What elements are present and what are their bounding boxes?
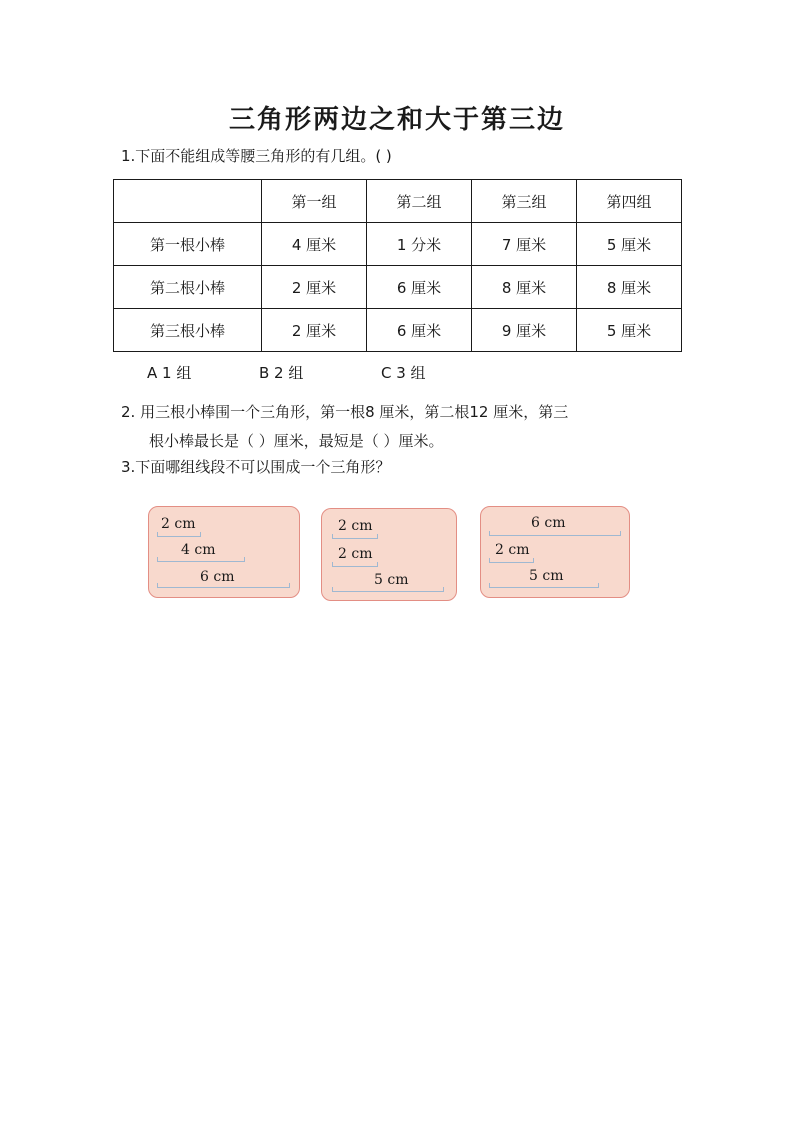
line-segment (158, 561, 244, 562)
line-segment (490, 562, 533, 563)
table-cell: 8 厘米 (472, 266, 577, 309)
table-cell: 9 厘米 (472, 309, 577, 352)
segment-label: 5 cm (529, 568, 564, 584)
segment-label: 6 cm (200, 569, 235, 585)
table-row (114, 223, 682, 266)
table-header-cell (114, 180, 262, 223)
table-cell: 1 分米 (367, 223, 472, 266)
segment-label: 2 cm (495, 542, 530, 558)
table-cell: 5 厘米 (577, 223, 682, 266)
option-b[interactable]: B 2 组 (259, 364, 304, 382)
segment-label: 2 cm (161, 516, 196, 532)
segment-label: 6 cm (531, 515, 566, 531)
question-3-text: 3.下面哪组线段不可以围成一个三角形？ (121, 458, 391, 476)
segment-group-2[interactable] (321, 508, 457, 601)
question-1-table (113, 179, 682, 352)
line-segment (490, 535, 620, 536)
table-row-label: 第一根小棒 (114, 223, 262, 266)
line-segment (490, 587, 598, 588)
page-title: 三角形两边之和大于第三边 (228, 105, 565, 135)
table-cell: 2 厘米 (262, 266, 367, 309)
table-cell: 4 厘米 (262, 223, 367, 266)
table-cell: 5 厘米 (577, 309, 682, 352)
line-segment (333, 566, 377, 567)
question-1-text: 1.下面不能组成等腰三角形的有几组。( ) (121, 147, 392, 165)
table-header-row (114, 180, 682, 223)
segment-group-3[interactable] (480, 506, 630, 598)
segment-label: 4 cm (181, 542, 216, 558)
table-header-cell: 第二组 (367, 180, 472, 223)
table-header-cell: 第四组 (577, 180, 682, 223)
segment-label: 2 cm (338, 518, 373, 534)
line-segment (158, 587, 289, 588)
question-2-line-2: 根小棒最长是（ ）厘米，最短是（ ）厘米。 (149, 432, 444, 450)
table-cell: 6 厘米 (367, 266, 472, 309)
table-row (114, 309, 682, 352)
question-2 (121, 398, 681, 456)
option-a[interactable]: A 1 组 (147, 364, 192, 382)
question-1-options (147, 362, 426, 383)
line-segment (333, 538, 377, 539)
line-segment (158, 536, 200, 537)
line-segment (333, 591, 443, 592)
table-row-label: 第三根小棒 (114, 309, 262, 352)
segment-label: 5 cm (374, 572, 409, 588)
table-cell: 8 厘米 (577, 266, 682, 309)
table-row-label: 第二根小棒 (114, 266, 262, 309)
question-2-line-1: 2. 用三根小棒围一个三角形，第一根8 厘米，第二根12 厘米，第三 (121, 403, 569, 421)
table-row (114, 266, 682, 309)
table-header-cell: 第三组 (472, 180, 577, 223)
table-cell: 2 厘米 (262, 309, 367, 352)
segment-label: 2 cm (338, 546, 373, 562)
segment-group-1[interactable] (148, 506, 300, 598)
table-cell: 6 厘米 (367, 309, 472, 352)
option-c[interactable]: C 3 组 (381, 364, 426, 382)
table-cell: 7 厘米 (472, 223, 577, 266)
table-header-cell: 第一组 (262, 180, 367, 223)
